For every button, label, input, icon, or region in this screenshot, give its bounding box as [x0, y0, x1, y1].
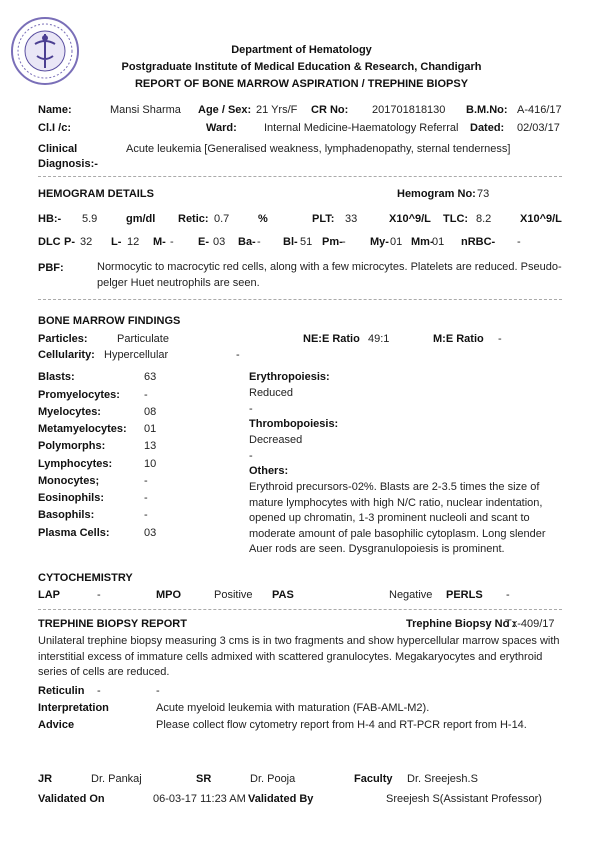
divider: [38, 609, 562, 610]
ne-ratio-value: 49:1: [368, 333, 390, 345]
thrombopoiesis-dash: -: [249, 450, 253, 462]
my-label: My-: [370, 236, 389, 248]
report-title: REPORT OF BONE MARROW ASPIRATION / TREPHINE BIOPSY: [134, 78, 469, 90]
thrombopoiesis-label: Thrombopoiesis:: [249, 418, 339, 430]
diff-value: -: [144, 492, 148, 504]
clinical-label: Clinical: [38, 143, 78, 155]
institute-title: Postgraduate Institute of Medical Education & Research, Chandigarh: [121, 61, 482, 73]
trephine-no-label: Trephine Biopsy No :: [406, 618, 517, 630]
diff-label: Myelocytes:: [38, 406, 101, 418]
me-ratio-value: -: [498, 333, 502, 345]
diff-value: 08: [144, 406, 157, 418]
ba-label: Ba-: [238, 236, 256, 248]
particles-value: Particulate: [117, 333, 169, 345]
dated-label: Dated:: [470, 122, 505, 134]
erythropoiesis-value: Reduced: [249, 387, 294, 399]
l-label: L-: [111, 236, 122, 248]
diagnosis-label: Diagnosis:-: [38, 158, 98, 170]
erythropoiesis-label: Erythropoiesis:: [249, 371, 330, 383]
pm-label: Pm-: [322, 236, 343, 248]
erythropoiesis-dash: -: [249, 403, 253, 415]
m-value: -: [170, 236, 174, 248]
bm-no: A-416/17: [517, 104, 562, 116]
diff-label: Eosinophils:: [38, 492, 104, 504]
divider: [38, 299, 562, 300]
mm-label: Mm-: [411, 236, 434, 248]
retic-label: Retic:: [178, 213, 209, 225]
cr-no: 201701818130: [372, 104, 446, 116]
lap-value: -: [97, 589, 101, 601]
p-label: P-: [64, 236, 75, 248]
diff-label: Metamyelocytes:: [38, 423, 127, 435]
trephine-text: Unilateral trephine biopsy measuring 3 cms is in two fragments and show hypercellular marrow spaces with interstitial excess of immature cells admixed with scattered granulocytes. Megakaryocytes and erythroid series of cells are reduced.: [38, 635, 560, 678]
nrbc-value: -: [517, 236, 521, 248]
plt-unit: X10^9/L: [389, 213, 431, 225]
others-label: Others:: [249, 465, 289, 477]
m-label: M-: [153, 236, 166, 248]
mpo-label: MPO: [156, 589, 182, 601]
retic-unit: %: [258, 213, 268, 225]
age-sex-label: Age / Sex:: [198, 104, 252, 116]
reticulin-value: -: [156, 685, 160, 697]
name-label: Name:: [38, 104, 72, 116]
perls-value: -: [506, 589, 510, 601]
diff-label: Plasma Cells:: [38, 527, 110, 539]
lap-label: LAP: [38, 589, 60, 601]
hemogram-no: 73: [477, 188, 490, 200]
ne-ratio-label: NE:E Ratio: [303, 333, 360, 345]
diff-label: Basophils:: [38, 509, 95, 521]
l-value: 12: [127, 236, 140, 248]
e-label: E-: [198, 236, 209, 248]
trephine-title: TREPHINE BIOPSY REPORT: [38, 618, 187, 630]
plt-label: PLT:: [312, 213, 335, 225]
perls-label: PERLS: [446, 589, 483, 601]
pas-label: PAS: [272, 589, 294, 601]
e-value: 03: [213, 236, 226, 248]
diff-value: -: [144, 509, 148, 521]
diff-value: 03: [144, 527, 157, 539]
diff-value: 01: [144, 423, 157, 435]
jr-label: JR: [38, 773, 53, 785]
sr-label: SR: [196, 773, 212, 785]
advice-label: Advice: [38, 719, 75, 731]
diff-label: Polymorphs:: [38, 440, 106, 452]
interpretation-value: Acute myeloid leukemia with maturation (FAB-AML-M2).: [156, 702, 430, 714]
interpretation-label: Interpretation: [38, 702, 109, 714]
ba-value: -: [257, 236, 261, 248]
pas-value: Negative: [389, 589, 433, 601]
diff-label: Lymphocytes:: [38, 458, 113, 470]
diff-label: Monocytes;: [38, 475, 100, 487]
tlc-unit: X10^9/L: [520, 213, 562, 225]
diff-label: Blasts:: [38, 371, 75, 383]
clinical-diagnosis: Acute leukemia [Generalised weakness, lymphadenopathy, sternal tenderness]: [126, 143, 511, 155]
ward: Internal Medicine-Haematology Referral: [264, 122, 459, 134]
retic-value: 0.7: [214, 213, 230, 225]
patient-name: Mansi Sharma: [110, 104, 181, 116]
tlc-value: 8.2: [476, 213, 492, 225]
department-title: Department of Hematology: [231, 44, 372, 56]
validated-by-label: Validated By: [248, 793, 314, 805]
p-value: 32: [80, 236, 93, 248]
reticulin-label: Reticulin: [38, 685, 85, 697]
mm-value: 01: [432, 236, 445, 248]
diff-value: 13: [144, 440, 157, 452]
validated-on-value: 06-03-17 11:23 AM: [153, 793, 246, 805]
jr-value: Dr. Pankaj: [91, 773, 142, 785]
hb-unit: gm/dl: [126, 213, 156, 225]
hb-value: 5.9: [82, 213, 98, 225]
hemogram-no-label: Hemogram No:: [397, 188, 476, 200]
divider: [38, 176, 562, 177]
dated: 02/03/17: [517, 122, 560, 134]
ward-label: Ward:: [206, 122, 237, 134]
cytochemistry-title: CYTOCHEMISTRY: [38, 572, 133, 584]
faculty-value: Dr. Sreejesh.S: [407, 773, 478, 785]
plt-value: 33: [345, 213, 358, 225]
faculty-label: Faculty: [354, 773, 393, 785]
diff-value: 63: [144, 371, 157, 383]
thrombopoiesis-value: Decreased: [249, 434, 303, 446]
me-ratio-label: M:E Ratio: [433, 333, 484, 345]
pm-value: -: [342, 236, 346, 248]
pbf-label: PBF:: [38, 262, 64, 274]
age-sex: 21 Yrs/F: [256, 104, 298, 116]
cellularity-extra: -: [236, 349, 240, 361]
validated-by-value: Sreejesh S(Assistant Professor): [386, 793, 542, 805]
dlc-label: DLC: [38, 236, 61, 248]
others-text: Erythroid precursors-02%. Blasts are 2-3.5 times the size of mature lymphocytes with high N/C ratio, nuclear indentation, opened up chromatin, 1-3 prominent nucleoli and scant to moderate amount of pale basophilic cytoplasm. Long slender Auer rods are seen. Dysgranulopoiesis is prominent.: [249, 481, 546, 555]
cellularity-value: Hypercellular: [104, 349, 169, 361]
hb-label: HB:-: [38, 213, 62, 225]
cellularity-label: Cellularity:: [38, 349, 95, 361]
cli-label: Cl.I /c:: [38, 122, 72, 134]
sr-value: Dr. Pooja: [250, 773, 296, 785]
trephine-no: Tx-409/17: [505, 618, 555, 630]
advice-value: Please collect flow cytometry report from H-4 and RT-PCR report from H-14.: [156, 719, 527, 731]
diff-value: -: [144, 475, 148, 487]
pbf-text: Normocytic to macrocytic red cells, along with a few microcytes. Platelets are reduced. Pseudo-pelger Huet neutrophils are seen.: [97, 261, 562, 289]
validated-on-label: Validated On: [38, 793, 105, 805]
diff-label: Promyelocytes:: [38, 389, 120, 401]
reticulin-dash: -: [97, 685, 101, 697]
tlc-label: TLC:: [443, 213, 469, 225]
hemogram-title: HEMOGRAM DETAILS: [38, 188, 154, 200]
diff-value: -: [144, 389, 148, 401]
bl-value: 51: [300, 236, 313, 248]
marrow-title: BONE MARROW FINDINGS: [38, 315, 181, 327]
mpo-value: Positive: [214, 589, 253, 601]
bm-no-label: B.M.No:: [466, 104, 508, 116]
diff-value: 10: [144, 458, 157, 470]
my-value: 01: [390, 236, 403, 248]
bl-label: Bl-: [283, 236, 298, 248]
nrbc-label: nRBC-: [461, 236, 496, 248]
particles-label: Particles:: [38, 333, 88, 345]
cr-no-label: CR No:: [311, 104, 349, 116]
